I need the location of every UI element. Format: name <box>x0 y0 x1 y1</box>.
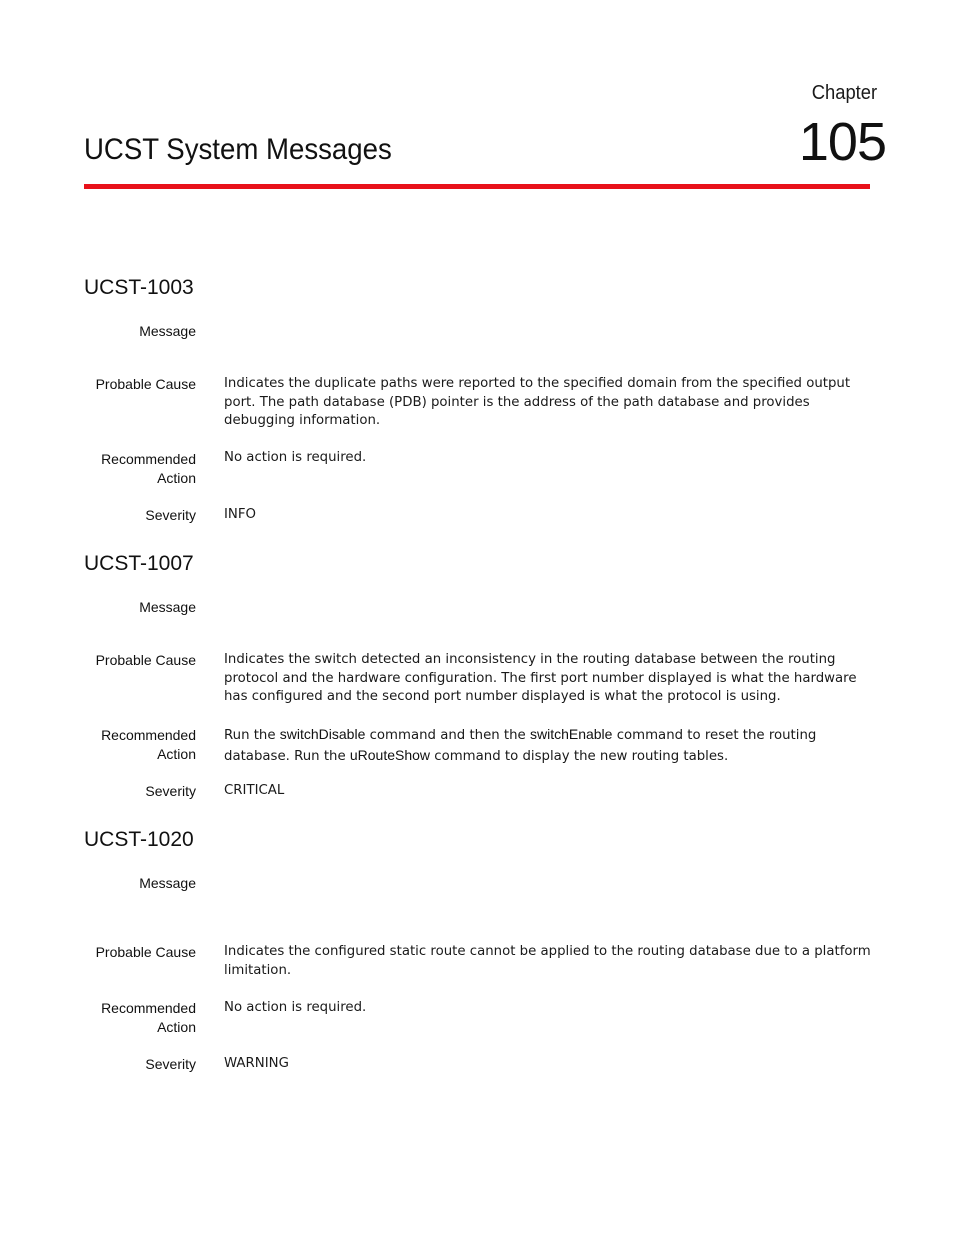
recommended-label-line2: Action <box>157 470 196 486</box>
severity-label: Severity <box>145 1056 196 1072</box>
severity-label: Severity <box>145 507 196 523</box>
recommended-label-line1: Recommended <box>101 1000 196 1016</box>
probable-cause-text: Indicates the configured static route cannot be applied to the routing database due to a platform limitation. <box>224 944 871 978</box>
recommended-action-label <box>101 450 196 488</box>
chapter-number: 105 <box>798 112 886 172</box>
section-heading: UCST-1020 <box>84 828 194 851</box>
recommended-action-label <box>101 999 196 1037</box>
page-title: UCST System Messages <box>84 133 392 166</box>
message-label: Message <box>139 323 196 339</box>
recommended-label-line2: Action <box>157 746 196 762</box>
command-urouteshow: uRouteShow <box>349 746 431 763</box>
recommended-action-label <box>101 726 196 764</box>
section-heading: UCST-1003 <box>84 276 194 299</box>
recommended-label-line1: Recommended <box>101 727 196 743</box>
command-switchdisable: switchDisable <box>279 726 366 742</box>
recommended-action-text <box>224 725 874 766</box>
recommended-action-text: No action is required. <box>224 1000 367 1015</box>
action-text: command to display the new routing tables. <box>430 748 729 764</box>
severity-value: CRITICAL <box>224 783 285 798</box>
probable-cause-label: Probable Cause <box>95 376 196 392</box>
message-label: Message <box>139 875 196 891</box>
probable-cause-text: Indicates the switch detected an inconsistency in the routing database between the routing protocol and the hardware configuration. The first port number displayed is what the hardware has configured and the second port number displayed is what the protocol is using. <box>224 652 857 705</box>
recommended-action-text: No action is required. <box>224 450 367 465</box>
recommended-label-line2: Action <box>157 1019 196 1035</box>
probable-cause-label: Probable Cause <box>95 652 196 668</box>
severity-value: WARNING <box>224 1056 289 1071</box>
section-heading: UCST-1007 <box>84 552 194 575</box>
severity-value: INFO <box>224 507 256 522</box>
action-text: command to reset the routing database. Run the <box>224 728 817 764</box>
title-divider <box>84 184 870 189</box>
chapter-label: Chapter <box>811 82 877 104</box>
recommended-label-line1: Recommended <box>101 451 196 467</box>
action-text: command and then the <box>365 728 530 743</box>
severity-label: Severity <box>145 783 196 799</box>
probable-cause-text: Indicates the duplicate paths were reported to the specified domain from the specified output port. The path database (PDB) pointer is the address of the path database and provides debugging information. <box>224 376 851 429</box>
probable-cause-label: Probable Cause <box>95 944 196 960</box>
action-text: Run the <box>224 728 280 743</box>
message-label: Message <box>139 599 196 615</box>
command-switchenable: switchEnable <box>529 726 613 742</box>
